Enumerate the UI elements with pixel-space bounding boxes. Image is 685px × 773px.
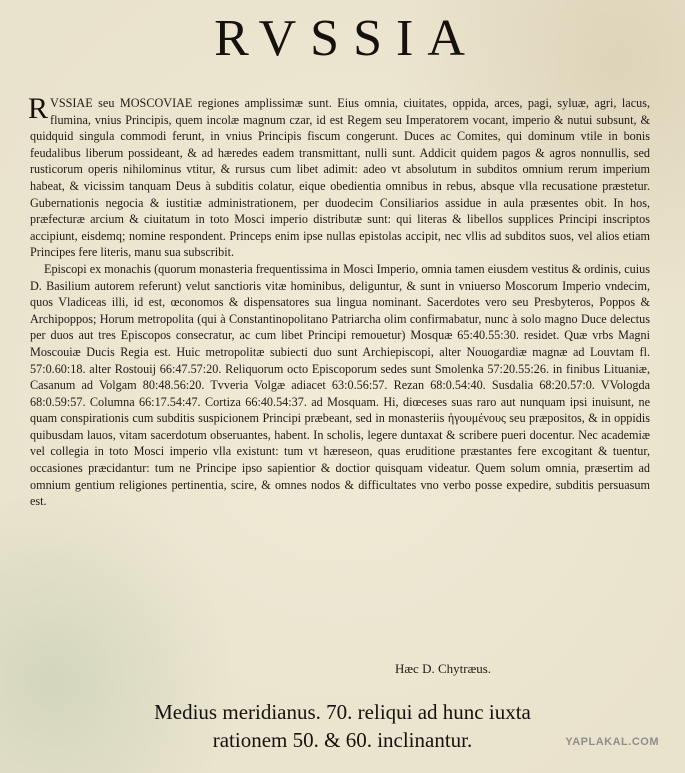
body-text: [28, 92, 650, 510]
paragraph-bishops: Episcopi ex monachis (quorum monasteria frequentissima in Mosci Imperio, omnia tamen eiusdem vestitus & ordinis, cuius D. Basilium autorem referunt) velut sanctioris vitæ hominibus, deliguntur, & sunt in vniuerso Moscorum Imperio vndecim, quos Vladiceas illi, id est, œconomos & dispensatores sua lingua nominant. Sacerdotes vero seu Presbyteros, Poppos & Archipoppos; Horum metropolita (qui à Constantinopolitano Patriarcha olim confirmabatur, nunc à solo magno Duce delectus per duos aut tres Episcopos consecratur, ac cum libet Principi remouetur) Mosquæ 65:40.55:30. residet. Quæ vrbs Magni Moscouiæ Ducis Regia est. Huic metropolitæ subiecti duo sunt Archiepiscopi, alter Nouogardiæ magnæ ad Louvtam fl. 57:0.60:18. alter Rostouij 66:47.57:20. Reliquorum octo Episcoporum sedes sunt Smolenka 57:20.55:26. in finibus Lituaniæ, Casanum ad Volgam 80:48.56:20. Tvveria Volgæ adiacet 63:0.56:57. Rezan 68:0.54:40. Susdalia 68:20.57:0. VVologda 68:0.59:57. Columna 66:17.54:47. Cortiza 66:40.54:37. ad Mosquam. Hi, diœceses suas raro aut nunquam ipsi inuisunt, ne quam conspirationis cum subditis suspicionem Principi præbeant, sed in monasteriis ἡγουμένους seu præpositos, & in oppidis quibusdam lauos, vitam sacerdotum obseruantes, habent. In scholis, legere duntaxat & scribere pueri docentur. Nec academiæ vel collegia in toto Mosci imperio vlla existunt: tum vt hæreseon, quas eruditione præstantes fere excogitant & tuentur, occasiones præcidantur: tum ne Principe ipso sapientior & doctior quisquam videatur. Quem solum omnia, præsertim ad omnium gentium religiones pertinentia, scire, & omnes nodos & difficultates vno verbo posse expedire, subditis persuasum est.: [30, 261, 650, 509]
watermark: YAPLAKAL.COM: [565, 736, 659, 748]
meridian-line-2: rationem 50. & 60. inclinantur.: [212, 728, 473, 752]
meridian-line-1: Medius meridianus. 70. reliqui ad hunc iuxta: [154, 700, 531, 724]
paragraph-government-text: VSSIAE seu MOSCOVIAE regiones amplissimæ sunt. Eius omnia, ciuitates, oppida, arces, pagi, syluæ, agri, lacus, flumina, vnius Principis, quem incolæ magnum czar, id est Regem seu Imperatorem vocant, imperio & nutui subsunt, & quidquid singula commodi ferunt, in vnius Principis fiscum congerunt. Duces ac Comites, qui dominum vtile in bonis feudalibus liberum possideant, & ad hæredes eadem transmittant, nulli sunt. Addicit quidem pagos & agros nonnullis, sed rusticorum operis nihilominus vtitur, & rursus cum libet adimit: adeo vt absolutum in subditos omnium rerum imperium habeat, & vicissim tanquam Deus à subditis colatur, eique obedientia omnibus in rebus, absque vlla recusatione præstetur. Gubernationis negocia & iustitiæ administrationem, per duodecim Consiliarios assidue in aula præsentes obit. In hos, præfecturæ arcium & ciuitatum in toto Mosci imperio distributæ sunt: qui literas & libellos supplices Principi inscriptos accipiunt, eisdemq; nomine respondent. Princeps enim ipse nullas epistolas accipit, nec vllis ad subditos suos, vel alios etiam Principes fere literis, manu sua subscribit.: [30, 96, 650, 260]
drop-cap: R: [28, 92, 49, 125]
paragraph-government: [28, 92, 650, 261]
attribution: Hæc D. Chytræus.: [395, 661, 492, 676]
page-title: RVSSIA: [214, 10, 479, 67]
